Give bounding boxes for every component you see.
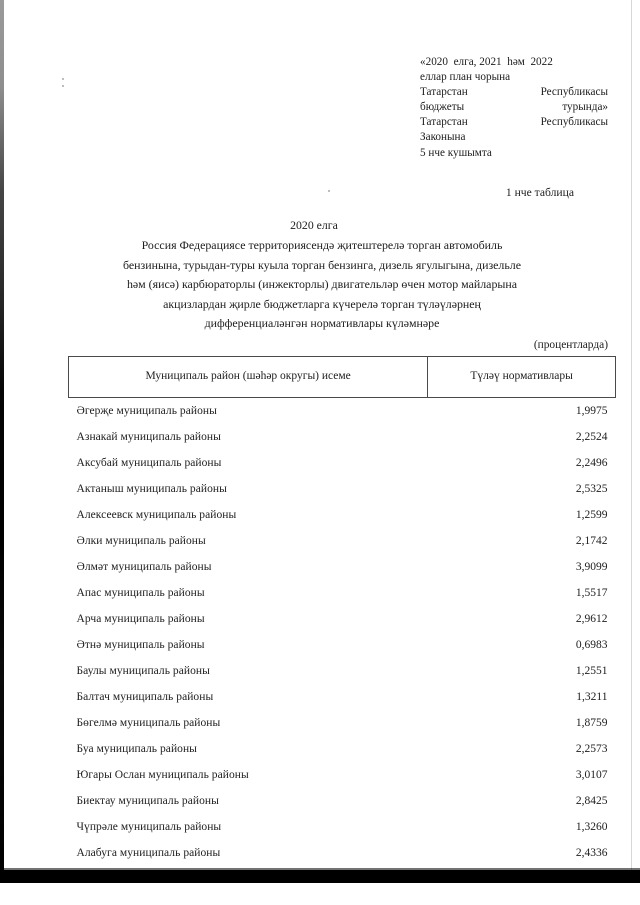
normatives-table — [68, 356, 616, 905]
reference-line: «2020 елга, 2021 һәм 2022 — [420, 56, 553, 68]
title-year: 2020 елга — [290, 218, 338, 232]
reference-line: 5 нче кушымта — [420, 146, 492, 159]
normative-value-cell: 2,4336 — [575, 847, 608, 859]
normative-value-cell: 2,2524 — [575, 431, 608, 443]
normative-value-cell: 1,3211 — [576, 691, 608, 703]
normative-value-cell: 1,2551 — [575, 665, 608, 677]
municipality-name-cell: Биектау муниципаль районы — [76, 795, 219, 807]
scan-speck — [62, 85, 64, 87]
reference-line: бюджеты турында» — [420, 101, 608, 114]
table-row — [69, 840, 616, 866]
normative-value-cell: 1,2599 — [575, 509, 608, 521]
municipality-name-cell: Актаныш муниципаль районы — [76, 483, 227, 495]
title-line: Россия Федерациясе территориясендә җитештерелә торган автомобиль — [141, 238, 503, 252]
normative-value-cell: 2,2496 — [575, 457, 608, 469]
table-row — [69, 476, 616, 502]
municipality-name-cell: Алексеевск муниципаль районы — [76, 509, 237, 521]
table-row — [69, 606, 616, 632]
scan-edge-right — [631, 0, 632, 872]
municipality-name-cell: Югары Ослан муниципаль районы — [76, 769, 249, 781]
column-header-municipality: Муниципаль район (шәһәр округы) исеме — [69, 357, 428, 398]
units-note: (процентларда) — [533, 339, 608, 351]
municipality-name-cell: Әлмәт муниципаль районы — [76, 561, 212, 573]
municipality-name-cell: Бөгелмә муниципаль районы — [76, 717, 221, 729]
municipality-name-cell: Баулы муниципаль районы — [76, 665, 210, 677]
normative-value-cell: 2,2573 — [575, 743, 608, 755]
document-title — [62, 236, 582, 334]
scan-edge-bottom — [0, 870, 640, 883]
municipality-name-cell: Әлки муниципаль районы — [76, 535, 206, 547]
normative-value-cell: 3,0107 — [575, 769, 608, 781]
table-row — [69, 762, 616, 788]
table-row — [69, 398, 616, 425]
scan-speck — [62, 78, 64, 80]
normative-value-cell: 2,5325 — [575, 483, 608, 495]
municipality-name-cell: Буа муниципаль районы — [76, 743, 197, 755]
document-page — [4, 0, 630, 870]
normative-value-cell: 1,8759 — [575, 717, 608, 729]
table-row — [69, 554, 616, 580]
municipality-name-cell: Әгерҗе муниципаль районы — [76, 405, 217, 417]
table-number-label: 1 нче таблица — [505, 186, 574, 199]
title-line: дифференциаләнгән нормативлары күләмнәре — [204, 316, 440, 331]
normative-value-cell: 0,6983 — [575, 639, 608, 651]
column-header-normative: Түләү нормативлары — [428, 357, 616, 398]
table-row — [69, 788, 616, 814]
table-row — [69, 528, 616, 554]
table-head — [69, 357, 616, 398]
reference-line: Татарстан Республикасы — [420, 86, 608, 99]
table-body — [69, 398, 616, 905]
table-row — [69, 710, 616, 736]
table-row — [69, 502, 616, 528]
reference-line: Законына — [420, 131, 466, 144]
table-header-row — [69, 357, 616, 398]
table-row — [69, 424, 616, 450]
normative-value-cell: 1,3260 — [575, 821, 608, 833]
table-row — [69, 814, 616, 840]
table-row — [69, 580, 616, 606]
table-row — [69, 684, 616, 710]
reference-line: еллар план чорына — [420, 71, 511, 84]
title-line: бензинына, турыдан-туры куыла торган бензинга, дизель ягулыгына, дизельле — [122, 257, 521, 272]
normative-value-cell: 2,1742 — [575, 535, 608, 547]
normative-value-cell: 2,8425 — [575, 795, 608, 807]
scan-margin-below — [0, 883, 640, 905]
document-reference-note — [420, 55, 608, 161]
title-line: һәм (яисә) карбюраторлы (инжекторлы) двигательләр өчен мотор майларына — [126, 277, 518, 292]
table-row — [69, 658, 616, 684]
normative-value-cell: 2,9612 — [575, 613, 608, 625]
municipality-name-cell: Алабуга муниципаль районы — [76, 847, 221, 859]
municipality-name-cell: Арча муниципаль районы — [76, 613, 205, 625]
title-line: акцизлардан җирле бюджетларга күчерелә торган түләүләрнең — [163, 296, 481, 311]
normative-value-cell: 3,9099 — [575, 561, 608, 573]
municipality-name-cell: Балтач муниципаль районы — [76, 691, 214, 703]
municipality-name-cell: Әтнә муниципаль районы — [76, 639, 205, 651]
municipality-name-cell: Чүпрәле муниципаль районы — [76, 821, 222, 833]
reference-line: Татарстан Республикасы — [420, 116, 608, 129]
table-row — [69, 736, 616, 762]
normative-value-cell: 1,9975 — [575, 405, 608, 417]
table-row — [69, 450, 616, 476]
normative-value-cell: 1,5517 — [575, 587, 608, 599]
municipality-name-cell: Апас муниципаль районы — [76, 587, 205, 599]
table-row — [69, 632, 616, 658]
municipality-name-cell: Аксубай муниципаль районы — [76, 457, 222, 469]
municipality-name-cell: Азнакай муниципаль районы — [76, 431, 221, 443]
